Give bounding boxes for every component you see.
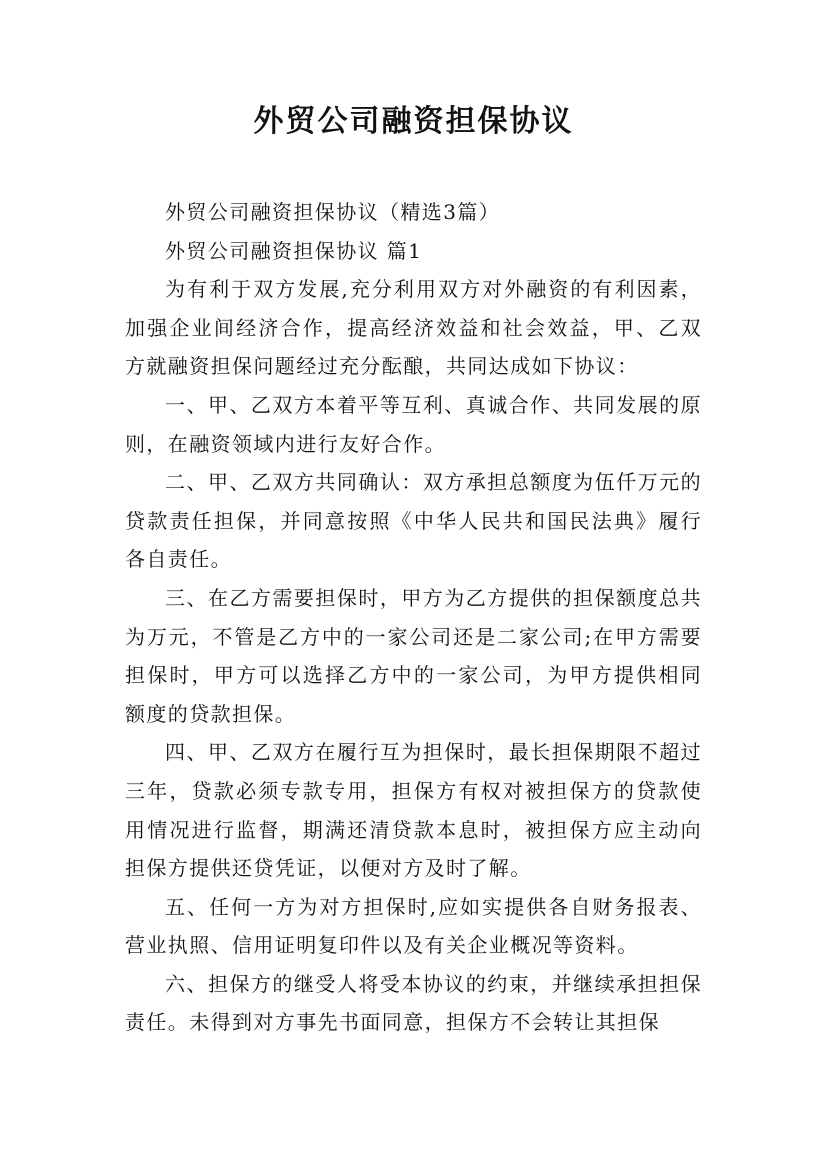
article-heading: 外贸公司融资担保协议 篇1: [165, 238, 423, 263]
paragraph-clause-1: 一、甲、乙双方本着平等互利、真诚合作、共同发展的原则，在融资领域内进行友好合作。: [125, 392, 702, 456]
collection-heading: 外贸公司融资担保协议（精选3篇）: [165, 200, 501, 224]
document-body: [125, 193, 702, 1042]
paragraph-clause-2: 二、甲、乙双方共同确认：双方承担总额度为伍仟万元的贷款责任担保，并同意按照《中华人民共和国民法典》履行各自责任。: [125, 470, 702, 572]
paragraph-clause-6: 六、担保方的继受人将受本协议的约束，并继续承担担保责任。未得到对方事先书面同意，担保方不会转让其担保: [125, 971, 702, 1035]
paragraph-clause-3: 三、在乙方需要担保时，甲方为乙方提供的担保额度总共为万元，不管是乙方中的一家公司还是二家公司;在甲方需要担保时，甲方可以选择乙方中的一家公司，为甲方提供相同额度的贷款担保。: [125, 585, 702, 726]
paragraph-clause-5: 五、任何一方为对方担保时,应如实提供各自财务报表、营业执照、信用证明复印件以及有关企业概况等资料。: [125, 894, 702, 958]
document-title: 外贸公司融资担保协议: [253, 104, 574, 139]
paragraph-clause-4: 四、甲、乙双方在履行互为担保时，最长担保期限不超过三年，贷款必须专款专用，担保方有权对被担保方的贷款使用情况进行监督，期满还清贷款本息时，被担保方应主动向担保方提供还贷凭证，以便对方及时了解。: [125, 740, 702, 881]
paragraph-preamble: 为有利于双方发展,充分利用双方对外融资的有利因素，加强企业间经济合作，提高经济效益和社会效益，甲、乙双方就融资担保问题经过充分酝酿，共同达成如下协议：: [125, 277, 702, 379]
